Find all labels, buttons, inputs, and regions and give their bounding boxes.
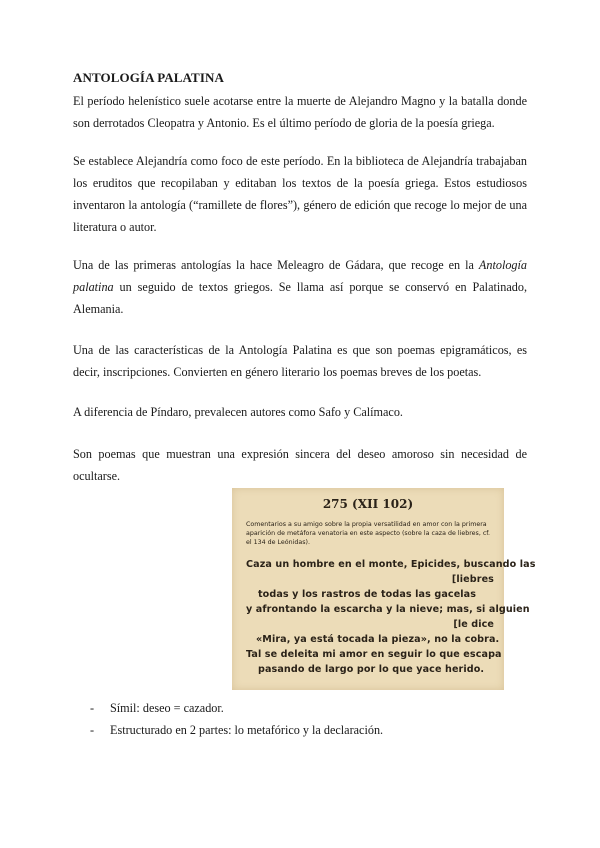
scanned-poem-image	[232, 488, 536, 690]
list-item: - Símil: deseo = cazador.	[90, 701, 224, 715]
poem-line: y afrontando la escarcha y la nieve; mas, si alguien	[246, 604, 530, 615]
poem-line: [le dice	[453, 619, 494, 630]
paragraph-meleagro: Una de las primeras antologías la hace Meleagro de Gádara, que recoge en la Antología palatina un seguido de textos griegos. Se llama así porque se conservó en Palatinado, Alemania.	[73, 258, 527, 316]
poem-number: 275 (XII 102)	[322, 497, 414, 511]
paragraph-hellenistic-period: El período helenístico suele acotarse entre la muerte de Alejandro Magno y la batalla donde son derrotados Cleopatra y Antonio. Es el último período de gloria de la poesía griega.	[73, 94, 527, 130]
paragraph-characteristics: Una de las características de la Antología Palatina es que son poemas epigramáticos, es decir, inscripciones. Convierten en género literario los poemas breves de los poetas.	[73, 343, 527, 379]
paragraph-alexandria: Se establece Alejandría como foco de este período. En la biblioteca de Alejandría trabajaban los eruditos que recopilaban y editaban los textos de la poesía griega. Estos estudiosos inventaron la antología (“ramillete de flores”), género de edición que recoge lo mejor de una literatura o autor.	[73, 154, 527, 234]
poem-line: Caza un hombre en el monte, Epicides, buscando las	[246, 559, 536, 570]
paragraph-authors: A diferencia de Píndaro, prevalecen autores como Safo y Calímaco.	[73, 405, 403, 419]
poem-line: todas y los rastros de todas las gacelas	[258, 589, 477, 600]
poem-line: pasando de largo por lo que yace herido.	[258, 664, 485, 675]
document-title: ANTOLOGÍA PALATINA	[73, 70, 224, 85]
poem-line: Tal se deleita mi amor en seguir lo que escapa	[246, 649, 502, 660]
poem-line: «Mira, ya está tocada la pieza», no la cobra.	[256, 634, 500, 645]
paragraph-sincere-expression: Son poemas que muestran una expresión sincera del deseo amoroso sin necesidad de ocultarse.	[73, 447, 527, 483]
poem-commentary: Comentarios a su amigo sobre la propia versatilidad en amor con la primera aparición de metáfora venatoria en este aspecto (sobre la caza de liebres, cf. el 134 de Leónidas).	[246, 521, 491, 546]
list-item: - Estructurado en 2 partes: lo metafórico y la declaración.	[90, 723, 384, 737]
italic-title-antologia: Antología palatina	[73, 258, 527, 294]
poem-line: [liebres	[451, 574, 494, 585]
bullet-list	[90, 697, 383, 741]
